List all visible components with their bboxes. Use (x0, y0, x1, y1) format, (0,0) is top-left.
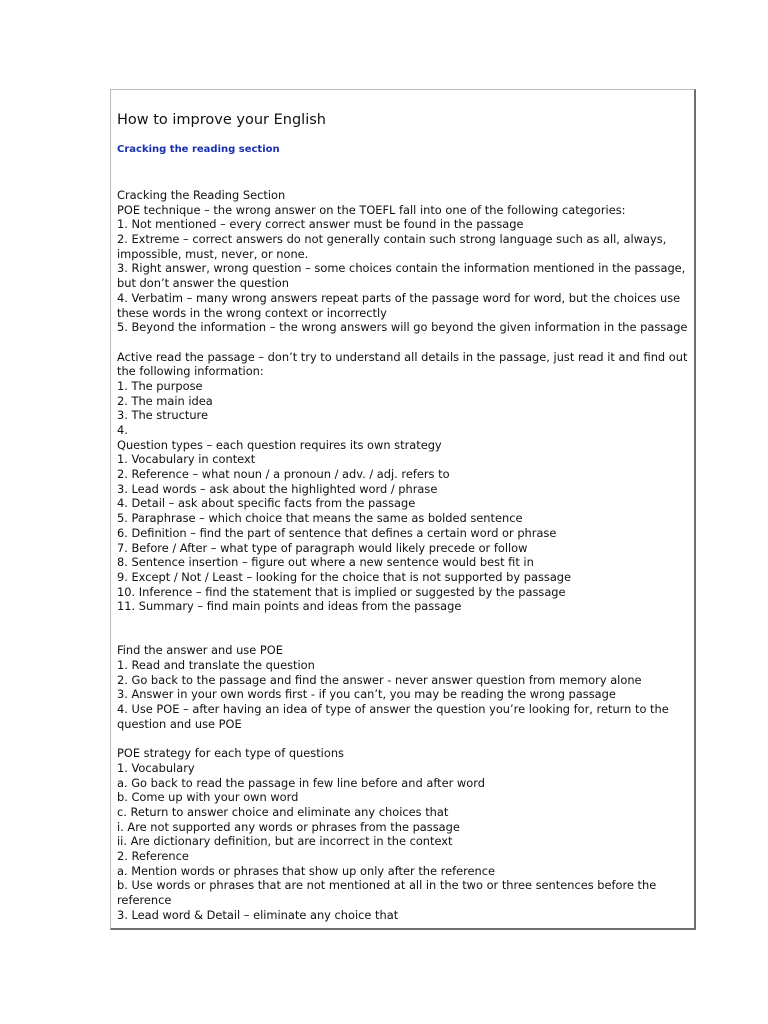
text-line: 3. The structure (117, 408, 208, 423)
text-line: 10. Inference – find the statement that is implied or suggested by the passage (117, 584, 566, 599)
text-line: 4. Verbatim – many wrong answers repeat parts of the passage word for word, but the choices use (117, 290, 681, 305)
text-line: 3. Right answer, wrong question – some choices contain the information mentioned in the passage, (117, 261, 686, 276)
document-title: How to improve your English (117, 112, 326, 128)
text-line: 3. Lead word & Detail – eliminate any choice that (117, 907, 399, 922)
text-line: 2. Reference – what noun / a pronoun / adv. / adj. refers to (117, 467, 450, 482)
document-page (110, 89, 696, 930)
text-line: 8. Sentence insertion – figure out where a new sentence would best fit in (117, 555, 534, 570)
blank-line (117, 614, 695, 629)
text-line: impossible, must, never, or none. (117, 246, 309, 261)
text-line: 1. Not mentioned – every correct answer must be found in the passage (117, 217, 524, 232)
text-line: b. Come up with your own word (117, 790, 299, 805)
text-line: 11. Summary – find main points and ideas from the passage (117, 599, 462, 614)
text-line: Question types – each question requires its own strategy (117, 437, 442, 452)
text-line: question and use POE (117, 716, 242, 731)
text-line: but don’t answer the question (117, 276, 289, 291)
text-line: 5. Paraphrase – which choice that means the same as bolded sentence (117, 511, 523, 526)
text-line: 1. Vocabulary in context (117, 452, 256, 467)
blank-line (117, 335, 695, 350)
text-line: 2. Extreme – correct answers do not generally contain such strong language such as all, always, (117, 232, 667, 247)
text-line: 7. Before / After – what type of paragraph would likely precede or follow (117, 540, 528, 555)
text-line: 1. Vocabulary (117, 760, 195, 775)
text-line: 5. Beyond the information – the wrong answers will go beyond the given information in the passage (117, 320, 688, 335)
text-line: a. Go back to read the passage in few line before and after word (117, 775, 485, 790)
text-line: 4. (117, 423, 128, 437)
text-line: 1. The purpose (117, 378, 203, 393)
text-line: Find the answer and use POE (117, 643, 283, 658)
text-line: b. Use words or phrases that are not mentioned at all in the two or three sentences before the (117, 878, 657, 893)
text-line: 3. Lead words – ask about the highlighted word / phrase (117, 481, 438, 496)
text-line: Cracking the Reading Section (117, 188, 286, 202)
text-line: 9. Except / Not / Least – looking for the choice that is not supported by passage (117, 569, 572, 584)
text-line: POE strategy for each type of questions (117, 746, 344, 761)
text-line: 3. Answer in your own words first - if you can’t, you may be reading the wrong passage (117, 687, 616, 702)
text-line: 1. Read and translate the question (117, 658, 315, 672)
text-line: 2. The main idea (117, 393, 213, 408)
text-line: Active read the passage – don’t try to understand all details in the passage, just read it and find out (117, 349, 688, 364)
text-line: 6. Definition – find the part of sentence that defines a certain word or phrase (117, 525, 557, 540)
document-content (117, 110, 695, 922)
text-line: ii. Are dictionary definition, but are incorrect in the context (117, 834, 453, 849)
text-line: a. Mention words or phrases that show up only after the reference (117, 863, 496, 878)
text-line: c. Return to answer choice and eliminate any choices that (117, 804, 449, 819)
text-line: i. Are not supported any words or phrases from the passage (117, 819, 460, 834)
blank-line (117, 731, 695, 746)
text-line: 4. Use POE – after having an idea of type of answer the question you’re looking for, return to the (117, 702, 669, 717)
document-subtitle: Cracking the reading section (117, 144, 280, 155)
text-line: the following information: (117, 364, 264, 379)
document-body (117, 188, 695, 922)
text-line: these words in the wrong context or incorrectly (117, 305, 387, 320)
text-line: 2. Go back to the passage and find the answer - never answer question from memory alone (117, 672, 642, 687)
text-line: 4. Detail – ask about specific facts from the passage (117, 496, 416, 511)
blank-line (117, 629, 695, 644)
text-line: POE technique – the wrong answer on the TOEFL fall into one of the following categories: (117, 202, 626, 217)
text-line: 2. Reference (117, 848, 189, 863)
text-line: reference (117, 893, 172, 907)
